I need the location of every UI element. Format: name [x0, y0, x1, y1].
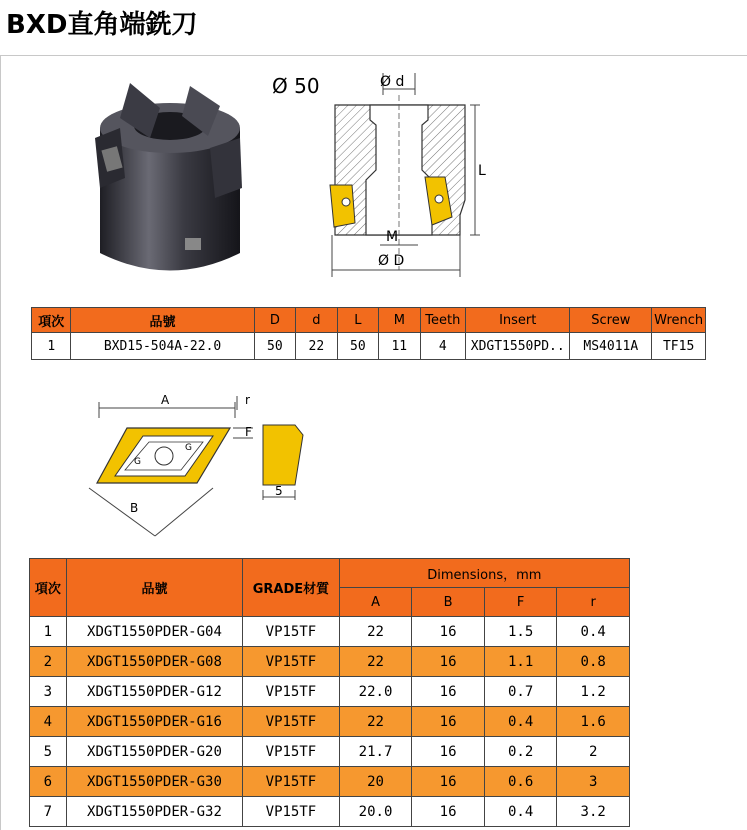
cell: 16	[412, 797, 484, 827]
cell: 0.4	[557, 617, 630, 647]
cell: XDGT1550PD..	[466, 333, 570, 360]
cell: 5	[30, 737, 67, 767]
table-row	[30, 767, 630, 797]
cell: 0.4	[484, 707, 557, 737]
cell: 4	[420, 333, 466, 360]
col-header-L: L	[337, 308, 378, 333]
cell: 1.5	[484, 617, 557, 647]
col-header-d: d	[296, 308, 337, 333]
dim-r-label: r	[245, 393, 250, 407]
dim-d-label: Ø d	[380, 74, 405, 90]
cell: 22	[339, 647, 412, 677]
cell: 50	[337, 333, 378, 360]
table-row	[30, 737, 630, 767]
table-row	[32, 333, 706, 360]
cell: 50	[254, 333, 295, 360]
cell: 22	[339, 617, 412, 647]
left-divider	[0, 55, 1, 830]
dim-F-label: F	[245, 425, 252, 439]
table-row	[30, 647, 630, 677]
cell: MS4011A	[570, 333, 652, 360]
cell: XDGT1550PDER-G32	[66, 797, 242, 827]
cell: VP15TF	[243, 737, 340, 767]
col-header-r: r	[557, 588, 630, 617]
cell: XDGT1550PDER-G04	[66, 617, 242, 647]
cell: 16	[412, 707, 484, 737]
col-header-part: 品號	[71, 308, 254, 333]
cell: 16	[412, 737, 484, 767]
cell: 20.0	[339, 797, 412, 827]
col-header-F: F	[484, 588, 557, 617]
cell: 1.1	[484, 647, 557, 677]
col-header-dimensions: Dimensions，mm	[339, 559, 629, 588]
dim-L-label: L	[478, 163, 486, 179]
cell: 22	[296, 333, 337, 360]
cell: 2	[30, 647, 67, 677]
cell: TF15	[652, 333, 706, 360]
dim-B-label: B	[130, 501, 139, 515]
cell: VP15TF	[243, 617, 340, 647]
diameter-label: Ø 50	[272, 74, 320, 98]
cell: 0.8	[557, 647, 630, 677]
svg-text:G: G	[134, 457, 141, 467]
col-header-teeth: Teeth	[420, 308, 466, 333]
table-row	[30, 617, 630, 647]
cutter-spec-table	[31, 307, 706, 360]
cell: XDGT1550PDER-G12	[66, 677, 242, 707]
cell: 20	[339, 767, 412, 797]
table-row	[30, 797, 630, 827]
cell: 1	[32, 333, 71, 360]
col-header-no: 項次	[32, 308, 71, 333]
svg-text:G: G	[185, 443, 192, 453]
cell: VP15TF	[243, 677, 340, 707]
table-header-row	[32, 308, 706, 333]
col-header-part: 品號	[66, 559, 242, 617]
dim-M-label: M	[386, 229, 399, 245]
dim-A-label: A	[161, 393, 170, 407]
cell: 16	[412, 767, 484, 797]
cell: 6	[30, 767, 67, 797]
table-row	[30, 677, 630, 707]
table-header-row	[30, 559, 630, 588]
cell: BXD15-504A-22.0	[71, 333, 254, 360]
dim-5-label: 5	[275, 484, 283, 498]
cell: 16	[412, 647, 484, 677]
insert-spec-table	[29, 558, 630, 827]
col-header-M: M	[379, 308, 420, 333]
page-title: BXD直角端銑刀	[6, 10, 198, 40]
cell: 0.2	[484, 737, 557, 767]
cell: 0.4	[484, 797, 557, 827]
cell: XDGT1550PDER-G16	[66, 707, 242, 737]
cell: VP15TF	[243, 767, 340, 797]
cell: 1.6	[557, 707, 630, 737]
cell: 11	[379, 333, 420, 360]
col-header-B: B	[412, 588, 484, 617]
cell: 3	[30, 677, 67, 707]
cell: XDGT1550PDER-G30	[66, 767, 242, 797]
cell: XDGT1550PDER-G20	[66, 737, 242, 767]
col-header-grade: GRADE材質	[243, 559, 340, 617]
cell: 2	[557, 737, 630, 767]
cell: 4	[30, 707, 67, 737]
cell: VP15TF	[243, 647, 340, 677]
cell: XDGT1550PDER-G08	[66, 647, 242, 677]
cross-section-drawing	[320, 65, 495, 285]
cell: 22.0	[339, 677, 412, 707]
col-header-A: A	[339, 588, 412, 617]
cell: 21.7	[339, 737, 412, 767]
col-header-screw: Screw	[570, 308, 652, 333]
cell: 1.2	[557, 677, 630, 707]
cell: 1	[30, 617, 67, 647]
cutter-photo	[90, 78, 250, 283]
cell: 0.6	[484, 767, 557, 797]
col-header-no: 項次	[30, 559, 67, 617]
insert-side-drawing	[255, 405, 315, 505]
header-divider	[0, 55, 747, 56]
cell: 7	[30, 797, 67, 827]
cell: VP15TF	[243, 797, 340, 827]
cell: 0.7	[484, 677, 557, 707]
col-header-insert: Insert	[466, 308, 570, 333]
cell: VP15TF	[243, 707, 340, 737]
cell: 3	[557, 767, 630, 797]
col-header-D: D	[254, 308, 295, 333]
dim-D-label: Ø D	[378, 253, 405, 269]
cell: 3.2	[557, 797, 630, 827]
col-header-wrench: Wrench	[652, 308, 706, 333]
cell: 22	[339, 707, 412, 737]
table-row	[30, 707, 630, 737]
cell: 16	[412, 617, 484, 647]
cell: 16	[412, 677, 484, 707]
